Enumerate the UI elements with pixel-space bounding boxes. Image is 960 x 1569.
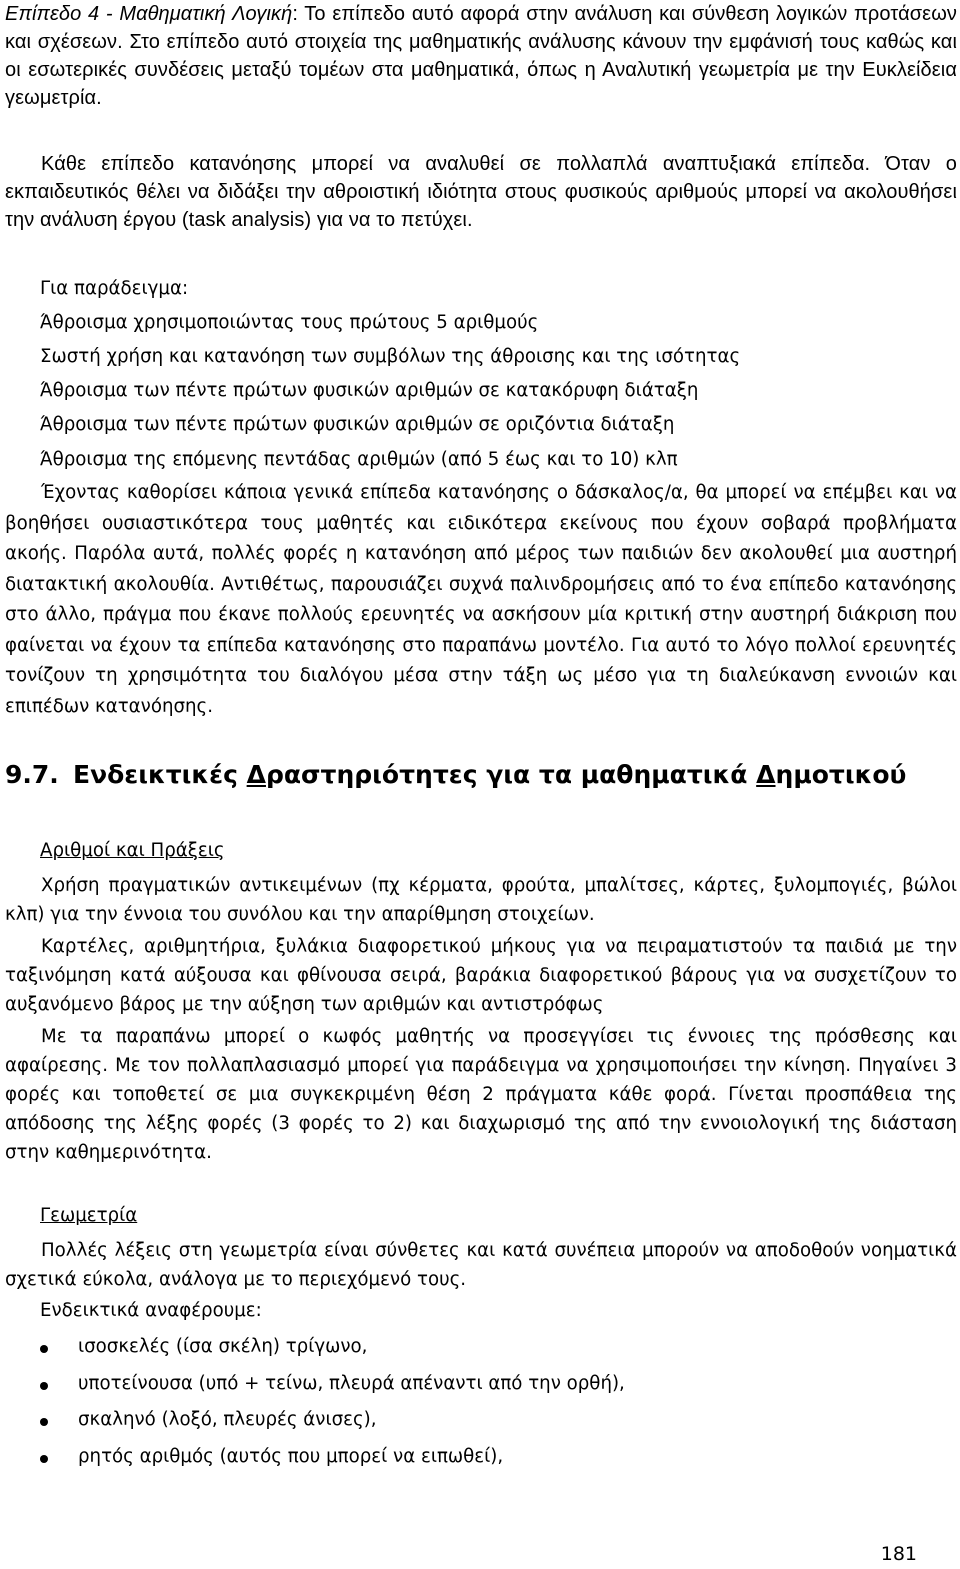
example-line-3: Άθροισμα των πέντε πρώτων φυσικών αριθμών σε κατακόρυφη διάταξη (40, 380, 699, 401)
section-title-d1: Δ (246, 760, 266, 789)
example-line-5: Άθροισμα της επόμενης πεντάδας αριθμών (από 5 έως και το 10) κλπ (40, 449, 678, 470)
section-heading (5, 760, 906, 789)
numbers-heading: Αριθμοί και Πράξεις (40, 840, 225, 861)
list-item (40, 1373, 625, 1410)
bullet-text: σκαληνό (λοξό, πλευρές άνισες), (78, 1409, 377, 1430)
example-line-2: Σωστή χρήση και κατανόηση των συμβόλων της άθροισης και της ισότητας (40, 346, 741, 367)
list-item (40, 1446, 625, 1483)
level4-paragraph (5, 0, 957, 112)
levels-paragraph: Κάθε επίπεδο κατανόησης μπορεί να αναλυθεί σε πολλαπλά αναπτυξιακά επίπεδα. Όταν ο εκπαιδευτικός θέλει να διδάξει την αθροιστική ιδιότητα στους φυσικούς αριθμούς μπορεί να ακολουθήσει την ανάλυση έργου (task analysis) για να το πετύχει. (5, 153, 957, 231)
list-item (40, 1409, 625, 1446)
geometry-heading: Γεωμετρία (40, 1205, 138, 1226)
section-title-prefix: Ενδεικτικές (73, 760, 247, 789)
numbers-paragraph-2: Καρτέλες, αριθμητήρια, ξυλάκια διαφορετικού μήκους για να πειραματιστούν τα παιδιά με την ταξινόμηση κατά αύξουσα και φθίνουσα σειρά, βαράκια διαφορετικού βάρους για να συσχετίζουν το αυξανόμενο βάρος με την αύξηση των αριθμών και αντιστρόφως (5, 936, 957, 1015)
bullet-text: υποτείνουσα (υπό + τείνω, πλευρά απέναντι από την ορθή), (78, 1372, 625, 1394)
example-label: Για παράδειγμα: (40, 278, 189, 299)
section-title-d2: Δ (756, 760, 776, 789)
geometry-intro: Ενδεικτικά αναφέρουμε: (40, 1300, 262, 1321)
numbers-paragraph-3: Με τα παραπάνω μπορεί ο κωφός μαθητής να προσεγγίσει τις έννοιες της πρόσθεσης και αφαίρεσης. Με τον πολλαπλασιασμό μπορεί για παράδειγμα να χρησιμοποιήσει την κίνηση. Πηγαίνει 3 φορές και τοποθετεί σε μια συγκεκριμένη θέση 2 πράγματα κάθε φορά. Γίνεται προσπάθεια της απόδοσης της λέξης φορές (3 φορές το 2) και διαχωρισμό της από την εννοιολογική της διάσταση στην καθημερινότητα. (5, 1026, 957, 1163)
list-item (40, 1336, 625, 1373)
example-line-4: Άθροισμα των πέντε πρώτων φυσικών αριθμών σε οριζόντια διάταξη (40, 414, 675, 435)
closing-paragraph: Έχοντας καθορίσει κάποια γενικά επίπεδα κατανόησης ο δάσκαλος/α, θα μπορεί να επέμβει και να βοηθήσει ουσιαστικότερα τους μαθητές και ειδικότερα εκείνους που έχουν σοβαρά προβλήματα ακοής. Παρόλα αυτά, πολλές φορές η κατανόηση από μέρος των παιδιών δεν ακολουθεί μια αυστηρή διατακτική ακολουθία. Αντιθέτως, παρουσιάζει συχνά παλινδρομήσεις από το ένα επίπεδο κατανόησης στο άλλο, πράγμα που έκανε πολλούς ερευνητές να ασκήσουν μία κριτική στην αυστηρή διάκριση που φαίνεται να έχουν τα επίπεδα κατανόησης στο παραπάνω μοντέλο. Για αυτό το λόγο πολλοί ερευνητές τονίζουν τη χρησιμότητα του διαλόγου μέσα στην τάξη ως μέσο για τη διαλεύκανση εννοιών και επιπέδων κατανόησης. (5, 482, 957, 717)
bullet-icon (40, 1345, 48, 1353)
bullet-text: ισοσκελές (ίσα σκέλη) τρίγωνο, (78, 1336, 368, 1357)
bullet-icon (40, 1418, 48, 1426)
level4-text: : Το επίπεδο αυτό αφορά στην ανάλυση και σύνθεση λογικών προτάσεων και σχέσεων. Στο επίπεδο αυτό στοιχεία της μαθηματικής ανάλυσης κάνουν την εμφάνισή τους καθώς και οι εσωτερικές συνδέσεις μεταξύ τομέων στα μαθηματικά, όπως η Αναλυτική γεωμετρία με την Ευκλείδεια γεωμετρία. (5, 3, 958, 109)
numbers-paragraph-1: Χρήση πραγματικών αντικειμένων (πχ κέρματα, φρούτα, μπαλίτσες, κάρτες, ξυλομπογιές, βώλοι κλπ) για την έννοια του συνόλου και την απαρίθμηση στοιχείων. (5, 875, 957, 925)
section-title-mid: ραστηριότητες για τα μαθηματικά (265, 760, 757, 789)
section-number: 9.7. (5, 760, 59, 789)
level4-label: Επίπεδο 4 - Μαθηματική Λογική (5, 3, 293, 25)
example-line-1: Άθροισμα χρησιμοποιώντας τους πρώτους 5 αριθμούς (40, 312, 539, 333)
bullet-icon (40, 1382, 48, 1390)
bullet-text: ρητός αριθμός (αυτός που μπορεί να ειπωθεί), (78, 1445, 504, 1467)
section-title-end: ημοτικού (775, 760, 907, 789)
page-number: 181 (880, 1543, 917, 1565)
bullet-icon (40, 1455, 48, 1463)
geometry-paragraph-1: Πολλές λέξεις στη γεωμετρία είναι σύνθετες και κατά συνέπεια μπορούν να αποδοθούν νοηματικά σχετικά εύκολα, ανάλογα με το περιεχόμενό τους. (5, 1240, 957, 1290)
geometry-bullet-list (40, 1336, 625, 1482)
